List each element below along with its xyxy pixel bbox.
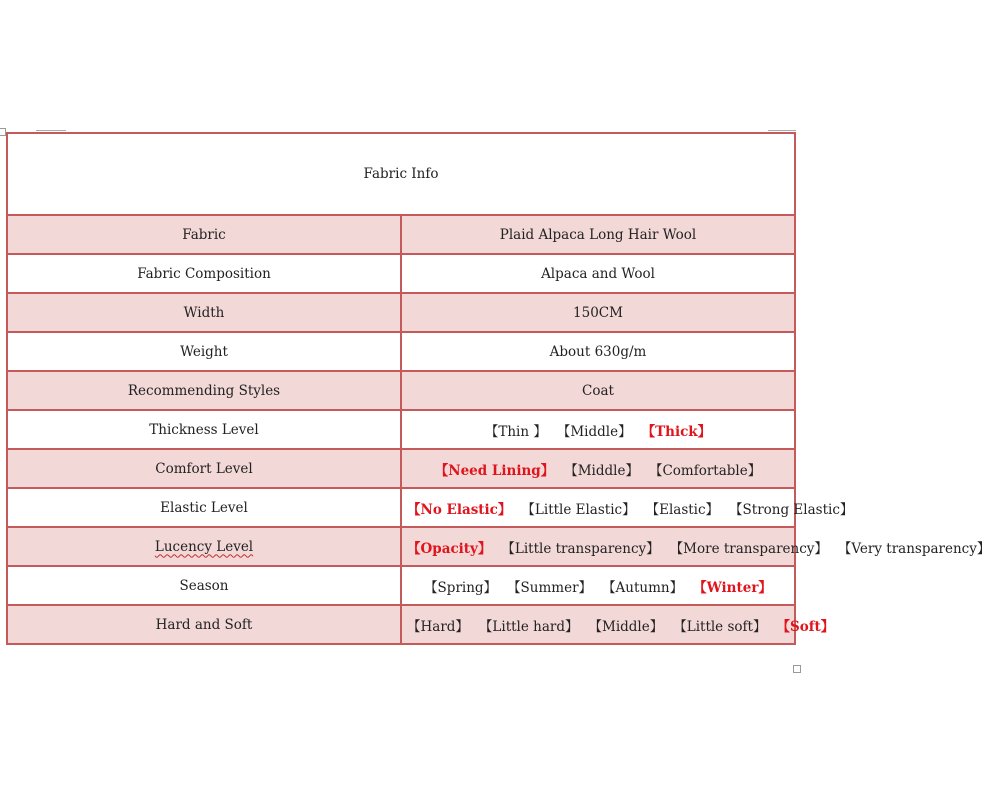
row-label [7,605,401,644]
table-row [7,371,795,410]
row-value [401,527,991,566]
row-value [401,488,854,527]
row-value [401,215,795,254]
row-label [7,449,401,488]
row-label-text: Lucency Level [154,538,254,555]
row-value [401,410,795,449]
row-value [401,332,795,371]
row-label-text: Width [183,304,225,321]
option: 【Spring】 [424,579,498,596]
row-label-text: Fabric Composition [137,265,271,282]
option: 【Hard】 [407,618,469,635]
row-value [401,566,795,605]
option-selected: 【Soft】 [776,618,835,635]
row-label [7,410,401,449]
row-label-text: Weight [180,343,228,360]
table-row [7,215,795,254]
fabric-info-table [6,132,991,645]
table-title: Fabric Info [7,133,795,215]
table-row [7,566,795,605]
row-label [7,527,401,566]
row-label-text: Recommending Styles [127,382,281,399]
option: 【Autumn】 [602,579,684,596]
row-value [401,371,795,410]
row-label-text: Thickness Level [149,421,259,438]
option: 【Thin 】 [484,423,547,440]
table-row [7,293,795,332]
option: 【Little transparency】 [501,540,660,557]
row-label [7,566,401,605]
row-label [7,293,401,332]
page-margin-mark-right [768,130,796,131]
row-label-text: Hard and Soft [155,616,253,633]
row-value [401,605,835,644]
row-label [7,371,401,410]
table-row [7,449,795,488]
option-selected: 【No Elastic】 [407,501,512,518]
title-row [7,133,795,215]
page-margin-mark-left [36,130,66,131]
option: 【Little soft】 [673,618,767,635]
row-value [401,254,795,293]
row-label [7,488,401,527]
option: 【Very transparency】 [837,540,991,557]
table-row [7,488,795,527]
option-selected: 【Winter】 [693,579,772,596]
row-value-text: Plaid Alpaca Long Hair Wool [499,226,697,243]
option: 【Little Elastic】 [521,501,636,518]
row-value [401,449,795,488]
row-value-text: 150CM [573,304,623,321]
table-row [7,410,795,449]
option-selected: 【Thick】 [641,423,712,440]
option: 【Comfortable】 [648,462,762,479]
table-row [7,527,795,566]
table-row [7,332,795,371]
row-value [401,293,795,332]
option: 【Middle】 [556,423,632,440]
option: 【Elastic】 [645,501,720,518]
row-label [7,332,401,371]
option: 【Strong Elastic】 [729,501,854,518]
table-row [7,254,795,293]
row-value-text: About 630g/m [549,343,647,360]
option: 【More transparency】 [669,540,828,557]
resize-handle-bottom-right[interactable] [793,665,801,673]
table-row [7,605,795,644]
row-label-text: Elastic Level [160,499,248,516]
option: 【Middle】 [588,618,664,635]
row-label-text: Fabric [182,226,226,243]
option: 【Middle】 [564,462,639,479]
row-value-text: Alpaca and Wool [541,265,655,282]
row-label-text: Season [179,577,229,594]
row-label-text: Comfort Level [155,460,253,477]
row-label [7,254,401,293]
option: 【Summer】 [507,579,593,596]
row-label [7,215,401,254]
row-value-text: Coat [582,382,614,399]
option-selected: 【Opacity】 [407,540,492,557]
option: 【Little hard】 [478,618,579,635]
option-selected: 【Need Lining】 [434,462,555,479]
